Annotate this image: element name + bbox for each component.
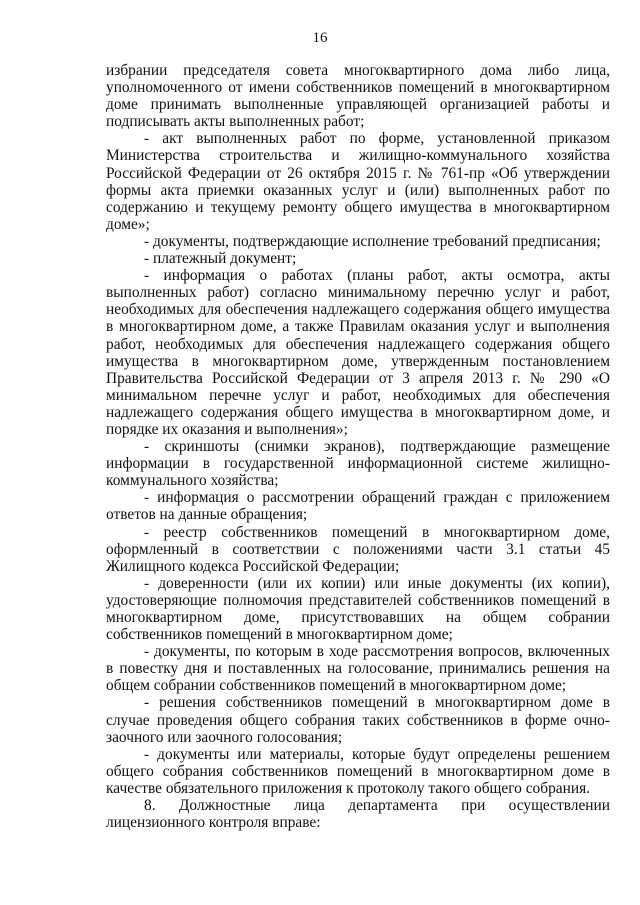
list-item-screenshots: - скриншоты (снимки экранов), подтверждающие размещение информации в государственной информационной системе жилищно-коммунального хозяйства;	[106, 438, 610, 490]
section-8-heading: 8. Должностные лица департамента при осуществлении лицензионного контроля вправе:	[106, 797, 610, 832]
list-item-powers-of-attorney: - доверенности (или их копии) или иные документы (их копии), удостоверяющие полномочия представителей собственников помещений в многоквартирном доме, присутствовавших на общем собрании собственников помещений в многоквартирном доме;	[106, 574, 610, 644]
list-item-appeals-information: - информация о рассмотрении обращений граждан с приложением ответов на данные обращения;	[106, 489, 610, 524]
list-item-owners-registry: - реестр собственников помещений в многоквартирном доме, оформленный в соответствии с положениями части 3.1 статьи 45 Жилищного кодекса Российской Федерации;	[106, 523, 610, 575]
list-item-meeting-documents: - документы, по которым в ходе рассмотрения вопросов, включенных в повестку дня и поставленных на голосование, принимались решения на общем собрании собственников помещений в многоквартирном доме;	[106, 643, 610, 695]
paragraph-continuation: избрании председателя совета многоквартирного дома либо лица, уполномоченного от имени собственников помещений в многоквартирном доме принимать выполненные управляющей организацией работы и подписывать акты выполненных работ;	[106, 62, 610, 131]
list-item-works-information: - информация о работах (планы работ, акты осмотра, акты выполненных работ) согласно минимальному перечню услуг и работ, необходимых для обеспечения надлежащего содержания общего имущества в многоквартирном доме, а также Правилам оказания услуг и выполнения работ, необходимых для обеспечения надлежащего содержания общего имущества в многоквартирном доме, утвержденным постановлением Правительства Российской Федерации от 3 апреля 2013 г. № 290 «О минимальном перечне услуг и работ, необходимых для обеспечения надлежащего содержания общего имущества в многоквартирном доме, и порядке их оказания и выполнения»;	[106, 267, 610, 438]
list-item-mandatory-attachments: - документы или материалы, которые будут определены решением общего собрания собственников помещений в многоквартирном доме в качестве обязательного приложения к протоколу такого общего собрания.	[106, 745, 610, 797]
list-item-payment-document: - платежный документ;	[144, 250, 297, 268]
list-item-prescription-documents: - документы, подтверждающие исполнение требований предписания;	[144, 232, 601, 250]
list-item-work-acceptance-act: - акт выполненных работ по форме, установленной приказом Министерства строительства и жилищно-коммунального хозяйства Российской Федерации от 26 октября 2015 г. № 761-пр «Об утверждении формы акта приемки оказанных услуг и (или) выполненных работ по содержанию и текущему ремонту общего имущества в многоквартирном доме»;	[106, 130, 610, 233]
document-body	[106, 62, 610, 831]
page-number: 16	[312, 30, 328, 46]
list-item-owners-decisions: - решения собственников помещений в многоквартирном доме в случае проведения общего собрания таких собственников в форме очно-заочного или заочного голосования;	[106, 694, 610, 746]
